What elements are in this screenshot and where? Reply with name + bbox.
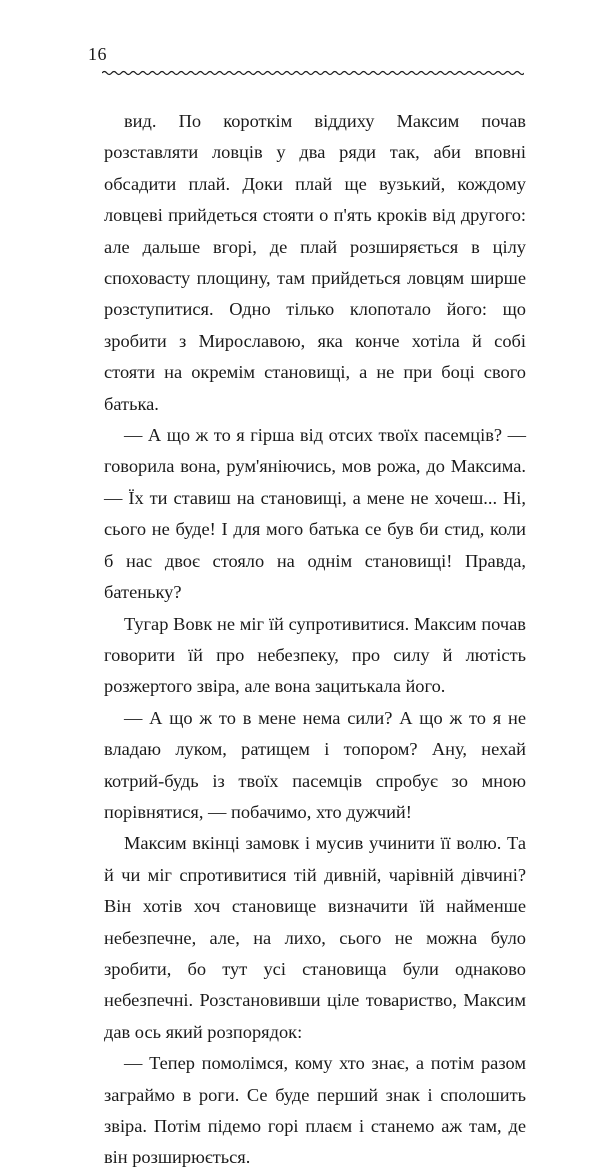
paragraph: Тугар Вовк не міг їй супротивитися. Максим почав говорити їй про небезпеку, про силу й лютість розжертого звіра, але вона зацитькала його. xyxy=(104,613,526,697)
paragraph: — Тепер помолімся, кому хто знає, а потім разом заграймо в роги. Се буде перший знак і сполошить звіра. Потім підемо горі плаєм і станемо аж там, де він розширюється. xyxy=(104,1053,526,1168)
wavy-divider xyxy=(102,68,524,78)
paragraph: Максим вкінці замовк і мусив учинити її волю. Та й чи міг спротивитися тій дивній, чарівній дівчині? Він хотів хоч становище визначити їй найменше небезпечне, але, на лихо, сього не можна було зробити, бо тут усі становища були однаково небезпечні. Розстановивши ціле товариство, Максим дав ось який розпорядок: xyxy=(104,833,526,1042)
paragraph: — А що ж то я гірша від отсих твоїх пасемців? — говорила вона, рум'яніючись, мов рожа, до Максима. — Їх ти ставиш на становищі, а мене не хочеш... Ні, сього не буде! І для мого батька се був би стид, коли б нас двоє стояло на однім становищі! Правда, батеньку? xyxy=(104,425,526,603)
paragraph: — А що ж то в мене нема сили? А що ж то я не владаю луком, ратищем і топором? Ану, нехай котрий-будь із твоїх пасемців спробує зо мною порівнятися, — побачимо, хто дужчий! xyxy=(104,707,526,822)
body-text xyxy=(104,106,526,1174)
paragraph: вид. По короткім віддиху Максим почав розставляти ловців у два ряди так, аби вповні обсадити плай. Доки плай ще вузький, кождому ловцеві прийдеться стояти о п'ять кроків від другого: але дальше вгорі, де плай розширяється в цілу споховасту площину, там прийдеться ловцям ширше розступитися. Одно тілько клопотало його: що зробити з Мирославою, яка конче хотіла й собі стояти на окремім становищі, а не при боці свого батька. xyxy=(104,111,526,414)
page-number: 16 xyxy=(88,44,107,64)
